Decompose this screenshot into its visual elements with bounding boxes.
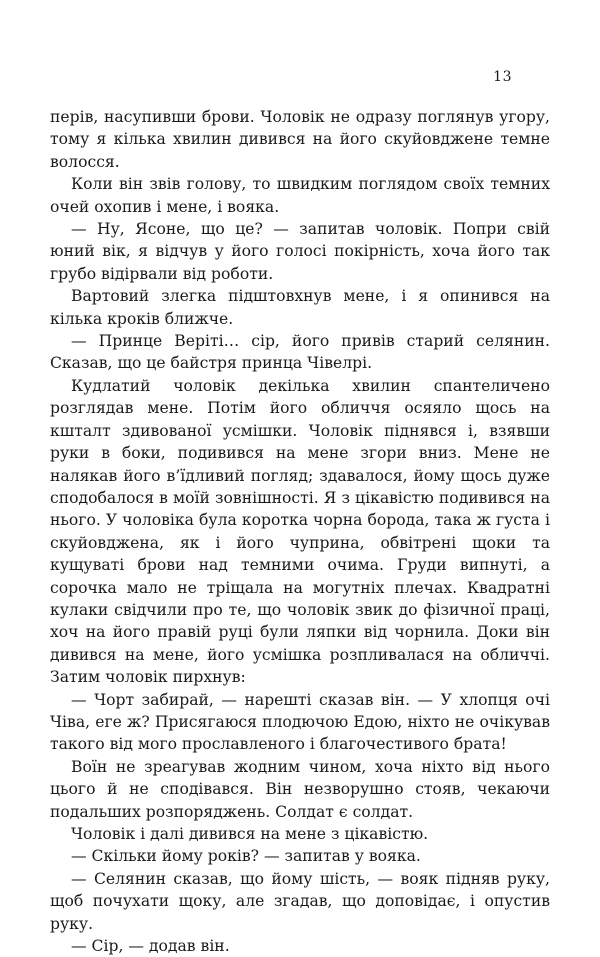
paragraph-dialogue: — Принце Веріті… сір, його привів старий селянин. Сказав, що це байстря принца Чівелрі. xyxy=(50,332,550,373)
body-text xyxy=(50,106,550,957)
paragraph-continued: перів, насупивши брови. Чоловік не одразу поглянув угору, тому я кілька хвилин дивився на його скуйовджене темне волосся. xyxy=(50,108,550,171)
paragraph: Чоловік і далі дивився на мене з цікавістю. xyxy=(71,825,429,843)
paragraph-dialogue: — Селянин сказав, що йому шість, — вояк підняв руку, щоб почухати щоку, але згадав, що доповідає, і опустив руку. xyxy=(50,869,550,933)
paragraph-dialogue: — Ну, Ясоне, що це? — запитав чоловік. Попри свій юний вік, я відчув у його голосі покірність, хоча його так грубо відірвали від роботи. xyxy=(50,220,550,283)
paragraph: Вартовий злегка підштовхнув мене, і я опинився на кілька кроків ближче. xyxy=(50,287,550,328)
paragraph-dialogue: — Сір, — додав він. xyxy=(71,937,230,956)
paragraph: Воїн не зреагував жодним чином, хоча ніхто від нього цього й не сподівався. Він незворушно стояв, чекаючи подальших розпоряджень. Солдат є солдат. xyxy=(50,757,550,821)
paragraph-dialogue: — Скільки йому років? — запитав у вояка. xyxy=(71,847,421,866)
page-number: 13 xyxy=(493,69,512,85)
paragraph: Коли він звів голову, то швидким поглядом своїх темних очей охопив і мене, і вояка. xyxy=(50,175,550,216)
paragraph: Кудлатий чоловік декілька хвилин спантеличено розглядав мене. Потім його обличчя осяяло щось на кшталт здивованої усмішки. Чоловік піднявся і, взявши руки в боки, подивився на мене згори вниз. Мене не налякав його в’їдливий погляд; здавалося, йому щось дуже сподобалося в моїй зовнішності. Я з цікавістю подивився на нього. У чоловіка була коротка чорна борода, така ж густа і скуйовджена, як і його чуприна, обвітрені щоки та кущуваті брови над темними очима. Груди випнуті, а сорочка мало не тріщала на могутніх плечах. Квадратні кулаки свідчили про те, що чоловік звик до фізичної праці, хоч на його правій руці були ляпки від чорнила. Доки він дивився на мене, його усмішка розпливалася на обличчі. Затим чоловік пирхнув: xyxy=(50,376,550,687)
paragraph-dialogue: — Чорт забирай, — нарешті сказав він. — У хлопця очі Чіва, еге ж? Присягаюся плодючою Едою, ніхто не очікував такого від мого прославленого і благочестивого брата! xyxy=(50,690,550,754)
